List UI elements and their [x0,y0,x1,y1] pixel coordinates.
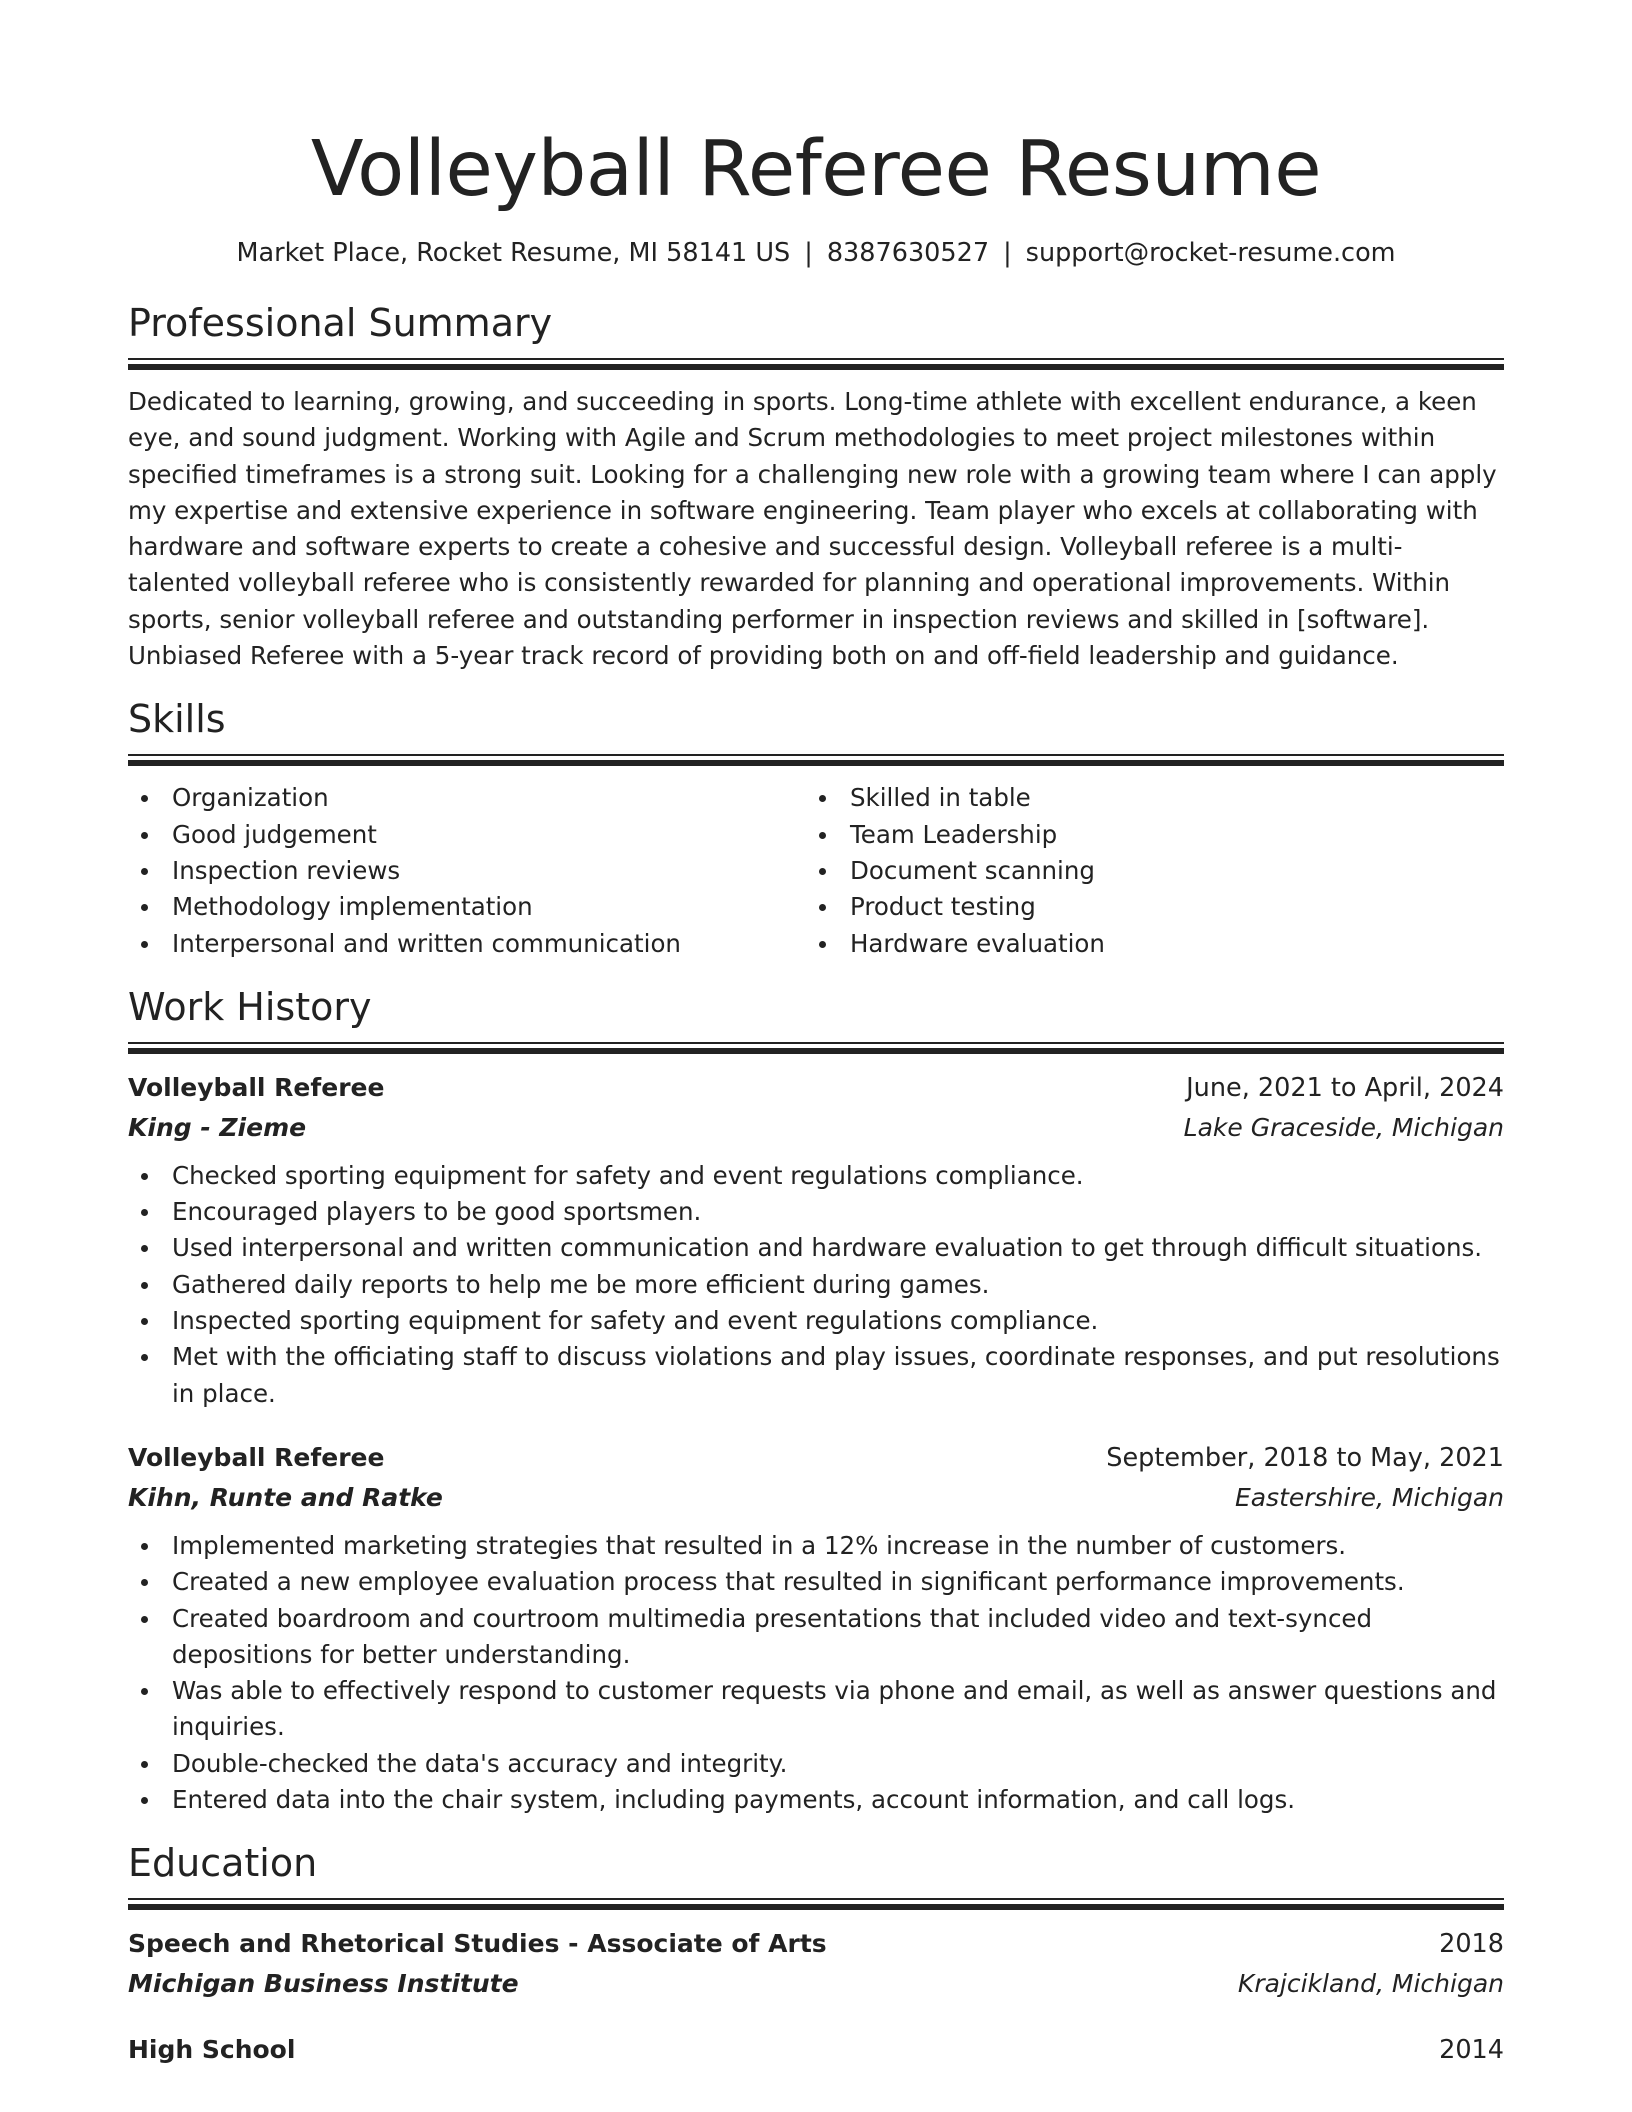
job-dates: June, 2021 to April, 2024 [1186,1072,1504,1103]
job-duty-item: Encouraged players to be good sportsmen. [128,1194,1504,1230]
education-section [128,1840,1504,2070]
skills-list-left [128,780,806,961]
skill-item: Methodology implementation [128,889,806,925]
job-duty-item: Checked sporting equipment for safety and event regulations compliance. [128,1158,1504,1194]
section-divider [128,1042,1504,1054]
job-duty-item: Created boardroom and courtroom multimedia presentations that included video and text-synced depositions for better understanding. [128,1601,1504,1674]
education-list [128,1924,1504,2070]
job-duty-item: Implemented marketing strategies that resulted in a 12% increase in the number of customers. [128,1528,1504,1564]
job-duties [128,1158,1504,1412]
skill-item: Interpersonal and written communication [128,926,806,962]
section-heading-education: Education [128,1841,318,1886]
job-duty-item: Inspected sporting equipment for safety and event regulations compliance. [128,1303,1504,1339]
section-divider [128,754,1504,766]
section-divider [128,358,1504,370]
job-company: Kihn, Runte and Ratke [128,1482,443,1512]
education-year: 2014 [1439,2035,1504,2066]
job-location: Lake Graceside, Michigan [1183,1112,1504,1142]
education-header-row [128,1924,1504,1964]
section-divider [128,1898,1504,1910]
job-header-row [128,1068,1504,1108]
job-duty-item: Double-checked the data's accuracy and integrity. [128,1746,1504,1782]
job-title: Volleyball Referee [128,1072,385,1102]
education-degree: Speech and Rhetorical Studies - Associate of Arts [128,1929,827,1959]
skill-item: Hardware evaluation [806,926,1484,962]
job-duty-item: Gathered daily reports to help me be more efficient during games. [128,1267,1504,1303]
job-company: King - Zieme [128,1112,307,1142]
contact-separator: | [804,238,813,268]
education-degree: High School [128,2035,296,2065]
skill-item: Document scanning [806,853,1484,889]
education-entry [128,1924,1504,2004]
job-duty-item: Created a new employee evaluation process that resulted in significant performance improvements. [128,1564,1504,1600]
section-heading-skills: Skills [128,697,226,742]
job-duty-item: Used interpersonal and written communication and hardware evaluation to get through difficult situations. [128,1230,1504,1266]
education-school: Michigan Business Institute [128,1969,519,1999]
job-duty-item: Met with the officiating staff to discuss violations and play issues, coordinate responses, and put resolutions in place. [128,1339,1504,1412]
skill-item: Organization [128,780,806,816]
education-entry [128,2030,1504,2070]
section-heading-summary: Professional Summary [128,301,553,345]
job-entry [128,1438,1504,1818]
skill-item: Inspection reviews [128,853,806,889]
work-history-section [128,984,1504,1818]
job-header-row [128,1438,1504,1478]
education-subheader-row [128,1964,1504,2004]
skills-grid [128,780,1504,961]
job-duty-item: Was able to effectively respond to customer requests via phone and email, as well as answer questions and inquiries. [128,1673,1504,1746]
summary-section [128,300,1504,674]
skill-item: Product testing [806,889,1484,925]
contact-line [128,236,1504,270]
job-subheader-row [128,1478,1504,1518]
education-header-row [128,2030,1504,2070]
skills-list-right [806,780,1484,961]
resume-title: Volleyball Referee Resume [310,125,1322,214]
education-location: Krajcikland, Michigan [1237,1969,1504,1999]
job-duties [128,1528,1504,1818]
job-list [128,1068,1504,1818]
job-dates: September, 2018 to May, 2021 [1106,1442,1504,1473]
skill-item: Team Leadership [806,817,1484,853]
contact-phone: 8387630527 [826,238,990,268]
skill-item: Skilled in table [806,780,1484,816]
education-year: 2018 [1439,1929,1504,1960]
skill-item: Good judgement [128,817,806,853]
job-title: Volleyball Referee [128,1442,385,1472]
section-heading-work: Work History [128,984,372,1029]
contact-email: support@rocket-resume.com [1025,238,1396,268]
job-location: Eastershire, Michigan [1234,1482,1504,1512]
job-entry [128,1068,1504,1412]
summary-text: Dedicated to learning, growing, and succeeding in sports. Long-time athlete with excellent endurance, a keen eye, and sound judgment. Working with Agile and Scrum methodologies to meet project milestones within specified timeframes is a strong suit. Looking for a challenging new role with a growing team where I can apply my expertise and extensive experience in software engineering. Team player who excels at collaborating with hardware and software experts to create a cohesive and successful design. Volleyball referee is a multi-talented volleyball referee who is consistently rewarded for planning and operational improvements. Within sports, senior volleyball referee and outstanding performer in inspection reviews and skilled in [software]. Unbiased Referee with a 5-year track record of providing both on and off-field leadership and guidance. [128,387,1497,671]
contact-separator: | [1003,238,1012,268]
job-duty-item: Entered data into the chair system, including payments, account information, and call logs. [128,1782,1504,1818]
skills-section [128,696,1504,961]
contact-address: Market Place, Rocket Resume, MI 58141 US [236,238,791,268]
job-subheader-row [128,1108,1504,1148]
